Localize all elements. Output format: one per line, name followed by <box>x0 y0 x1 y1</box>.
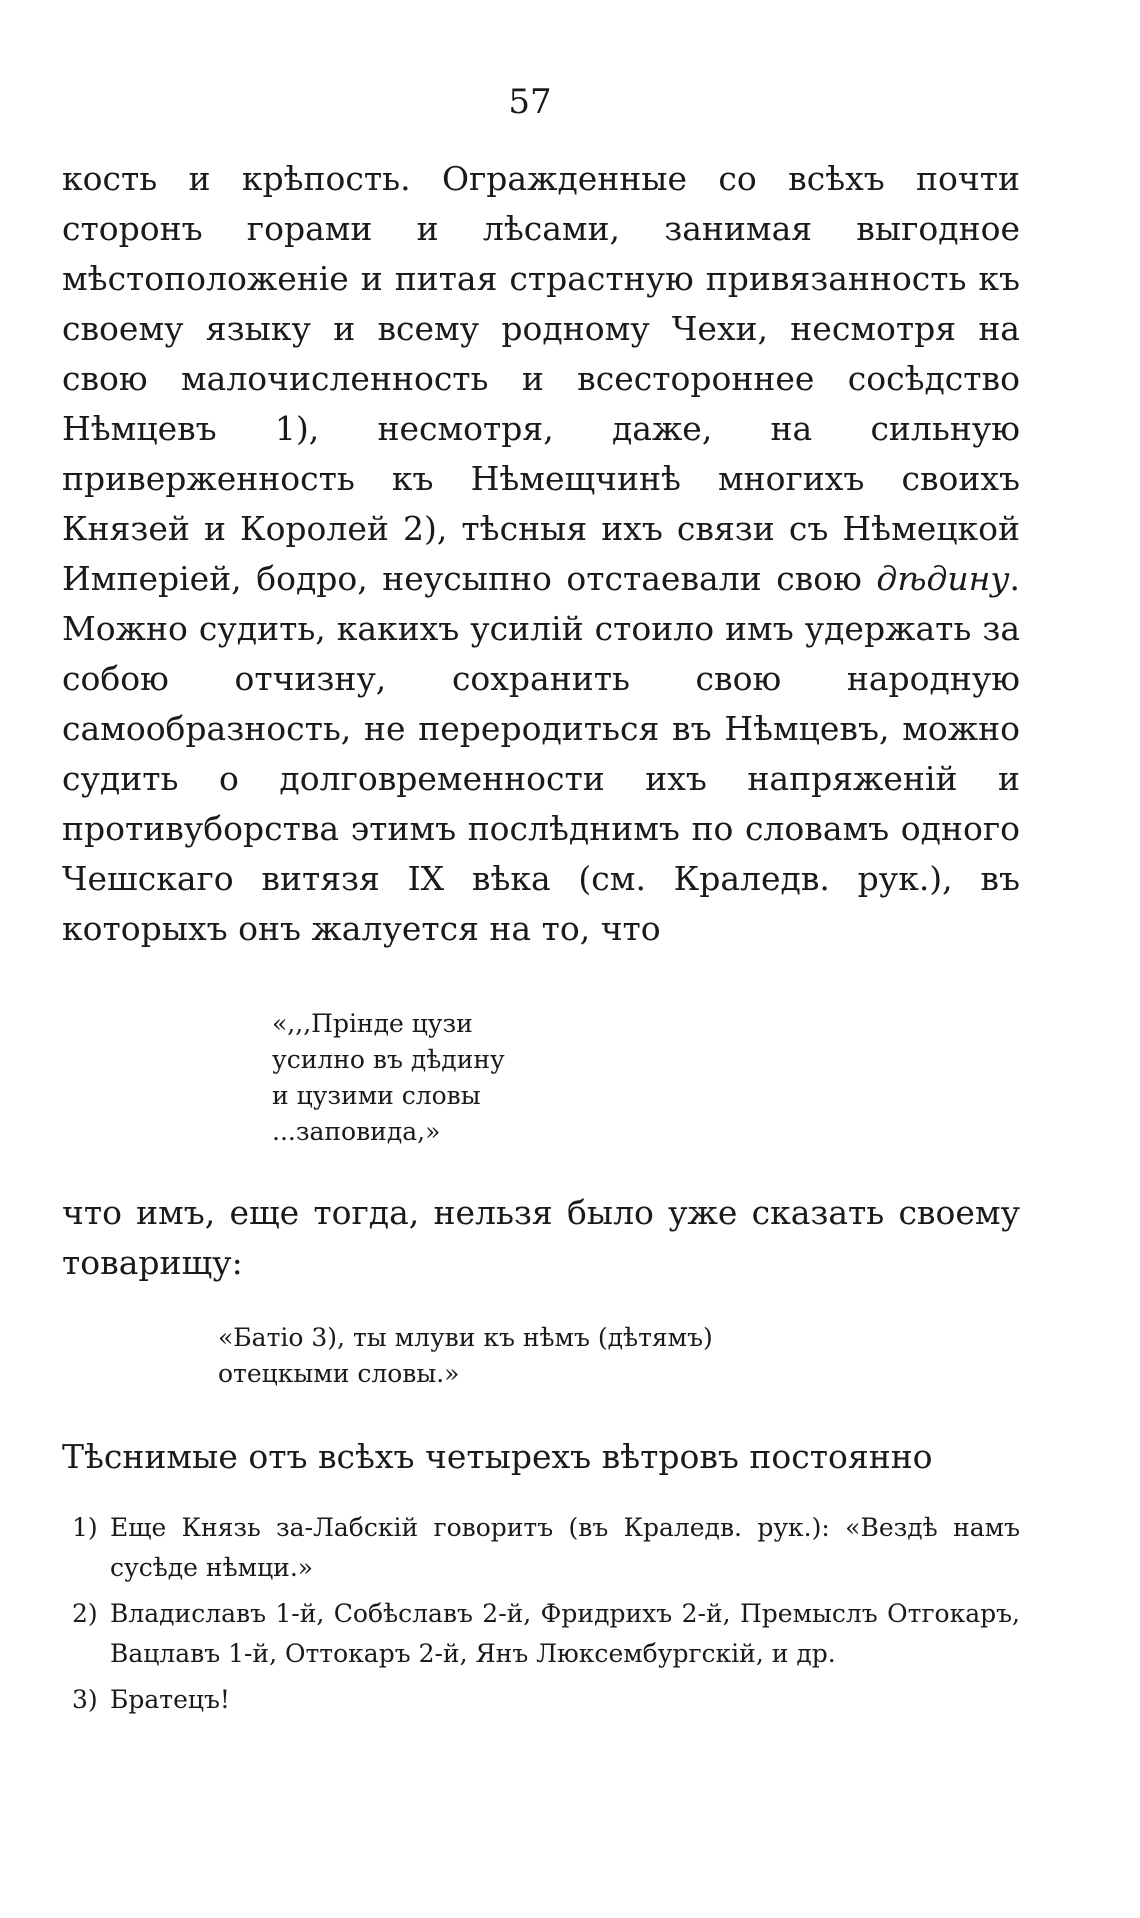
verse-1-line-2: усилно въ дѣдину <box>272 1045 505 1074</box>
footnote-3-marker: 3) <box>72 1685 98 1714</box>
main-text-part-2: . Можно судить, какихъ усилій стоило имъ удержать за собою отчизну, сохранить свою народную самообразность, не переродиться въ Нѣмцевъ, можно судить о долговременности ихъ напряженій и противуборства этимъ послѣднимъ по словамъ одного Чешскаго витязя IX вѣка (см. Краледв. рук.), въ которыхъ онъ жалуется на то, что <box>62 559 1020 948</box>
verse-2-line-2: отецкыми словы.» <box>218 1359 460 1388</box>
emphasized-word: дѣдину <box>876 559 1010 598</box>
footnote-2 <box>72 1594 1020 1674</box>
main-text-part-1: кость и крѣпость. Огражденные со всѣхъ почти сторонъ горами и лѣсами, занимая выгодное мѣстоположеніе и питая страстную привязанность къ своему языку и всему родному Чехи, несмотря на свою малочисленность и всестороннее сосѣдство Нѣмцевъ 1), несмотря, даже, на сильную приверженность къ Нѣмещчинѣ многихъ своихъ Князей и Королей 2), тѣсныя ихъ связи съ Нѣмецкой Имперіей, бодро, неусыпно отстаевали свою <box>62 159 1020 598</box>
footnotes <box>72 1508 1020 1726</box>
page-number: 57 <box>508 82 552 122</box>
footnote-1 <box>72 1508 1020 1588</box>
verse-1-line-1: «,,,Прінде цузи <box>272 1009 473 1038</box>
footnote-2-text: Владиславъ 1-й, Собѣславъ 2-й, Фридрихъ 2-й, Премыслъ Отгокаръ, Вацлавъ 1-й, Оттокаръ 2-й, Янъ Люксембургскій, и др. <box>110 1599 1020 1668</box>
verse-1-line-3: и цузими словы <box>272 1081 481 1110</box>
verse-2-line-1: «Батіо 3), ты млуви къ нѣмъ (дѣтямъ) <box>218 1323 713 1352</box>
verse-quotation-2 <box>218 1320 713 1392</box>
footnote-1-marker: 1) <box>72 1513 98 1542</box>
footnote-1-text: Еще Князь за-Лабскій говоритъ (въ Краледв. рук.): «Вездѣ намъ сусѣде нѣмци.» <box>110 1513 1020 1582</box>
footnote-3 <box>72 1680 1020 1720</box>
main-paragraph <box>62 154 1020 954</box>
footnote-2-marker: 2) <box>72 1599 98 1628</box>
paragraph-2: что имъ, еще тогда, нельзя было уже сказать своему товарищу: <box>62 1193 1020 1282</box>
paragraph-3: Тѣснимые отъ всѣхъ четырехъ вѣтровъ постоянно <box>62 1437 933 1476</box>
footnote-3-text: Братецъ! <box>110 1685 230 1714</box>
verse-quotation-1 <box>272 1006 505 1150</box>
verse-1-line-4: ...заповида,» <box>272 1117 441 1146</box>
